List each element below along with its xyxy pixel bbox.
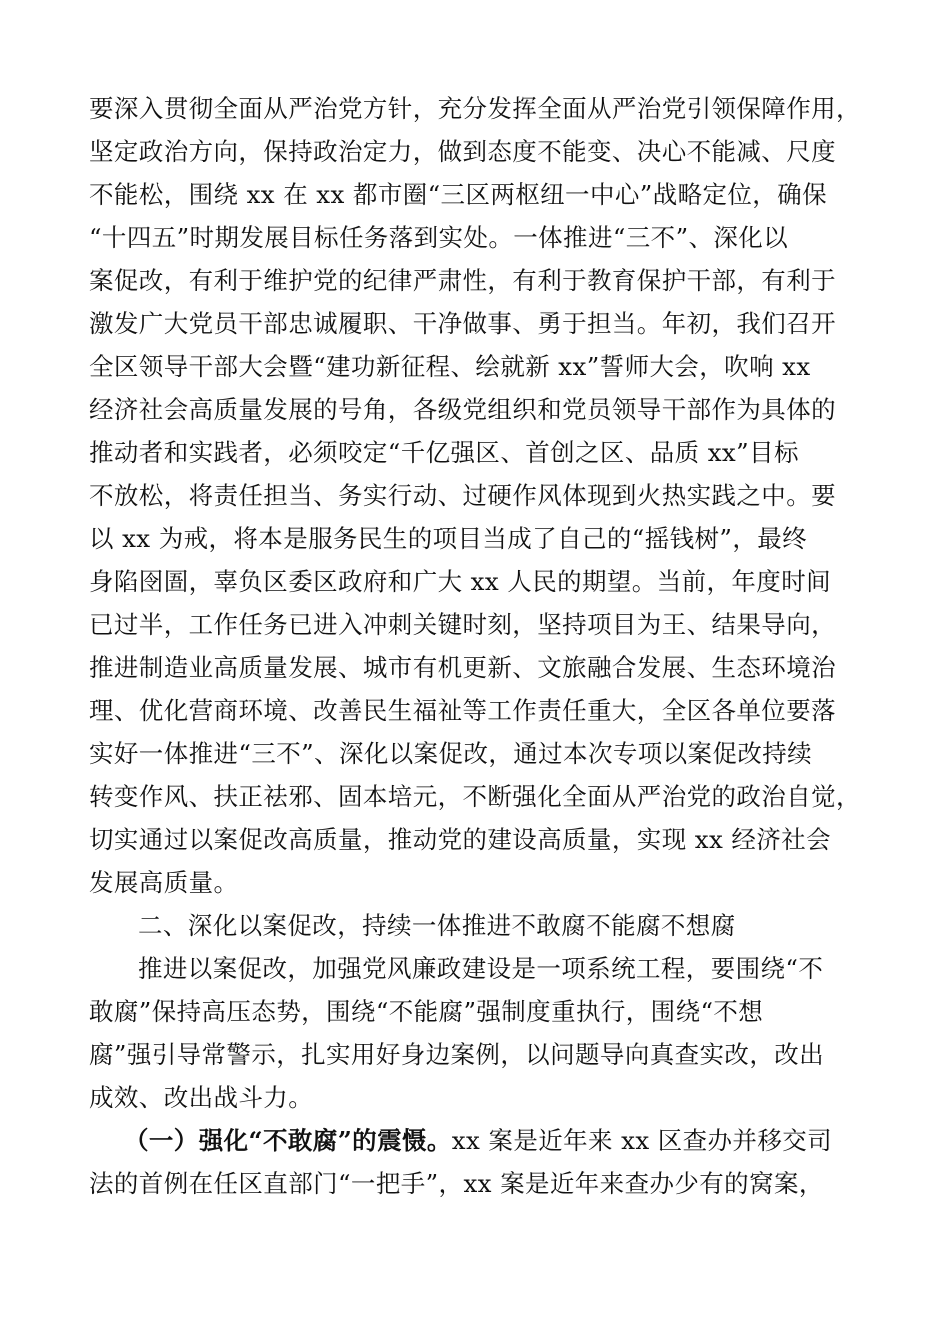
subheading-line (124, 1126, 832, 1156)
paragraph-line: 不放松，将责任担当、务实行动、过硬作风体现到火热实践之中。要 (89, 481, 836, 510)
paragraph-line: 成效、改出战斗力。 (89, 1083, 314, 1112)
paragraph-line: 坚定政治方向，保持政治定力，做到态度不能变、决心不能减、尺度 (89, 137, 836, 166)
section-heading: 二、深化以案促改，持续一体推进不敢腐不能腐不想腐 (138, 911, 736, 940)
paragraph-line: 法的首例在任区直部门“一把手”，xx 案是近年来查办少有的窝案， (89, 1169, 824, 1198)
paragraph-line: 经济社会高质量发展的号角，各级党组织和党员领导干部作为具体的 (89, 395, 836, 424)
paragraph-line: 推动者和实践者，必须咬定“千亿强区、首创之区、品质 xx”目标 (89, 438, 799, 467)
paragraph-line: 已过半，工作任务已进入冲刺关键时刻，坚持项目为王、结果导向， (89, 610, 836, 639)
paragraph-line: 腐”强引导常警示，扎实用好身边案例，以问题导向真查实改，改出 (89, 1040, 825, 1069)
paragraph-line: 不能松，围绕 xx 在 xx 都市圈“三区两枢纽一中心”战略定位，确保 (89, 180, 827, 209)
subheading-continuation: xx 案是近年来 xx 区查办并移交司 (451, 1126, 833, 1155)
paragraph-line: 要深入贯彻全面从严治党方针，充分发挥全面从严治党引领保障作用， (89, 94, 861, 123)
paragraph-line: “十四五”时期发展目标任务落到实处。一体推进“三不”、深化以 (89, 223, 789, 252)
paragraph-line: 以 xx 为戒，将本是服务民生的项目当成了自己的“摇钱树”，最终 (89, 524, 808, 553)
paragraph-line: 理、优化营商环境、改善民生福祉等工作责任重大，全区各单位要落 (89, 696, 836, 725)
paragraph-line: 推进以案促改，加强党风廉政建设是一项系统工程，要围绕“不 (138, 954, 824, 983)
paragraph-line: 推进制造业高质量发展、城市有机更新、文旅融合发展、生态环境治 (89, 653, 836, 682)
paragraph-line: 案促改，有利于维护党的纪律严肃性，有利于教育保护干部，有利于 (89, 266, 836, 295)
paragraph-line: 敢腐”保持高压态势，围绕“不能腐”强制度重执行，围绕“不想 (89, 997, 764, 1026)
paragraph-line: 发展高质量。 (89, 868, 239, 897)
bold-subheading: （一）强化“不敢腐”的震慑。 (124, 1126, 452, 1155)
paragraph-line: 激发广大党员干部忠诚履职、干净做事、勇于担当。年初，我们召开 (89, 309, 836, 338)
paragraph-line: 转变作风、扶正祛邪、固本培元，不断强化全面从严治党的政治自觉， (89, 782, 861, 811)
paragraph-line: 身陷囹圄，辜负区委区政府和广大 xx 人民的期望。当前，年度时间 (89, 567, 832, 596)
paragraph-line: 实好一体推进“三不”、深化以案促改，通过本次专项以案促改持续 (89, 739, 813, 768)
paragraph-line: 全区领导干部大会暨“建功新征程、绘就新 xx”誓师大会，吹响 xx (89, 352, 811, 381)
paragraph-line: 切实通过以案促改高质量，推动党的建设高质量，实现 xx 经济社会 (89, 825, 832, 854)
